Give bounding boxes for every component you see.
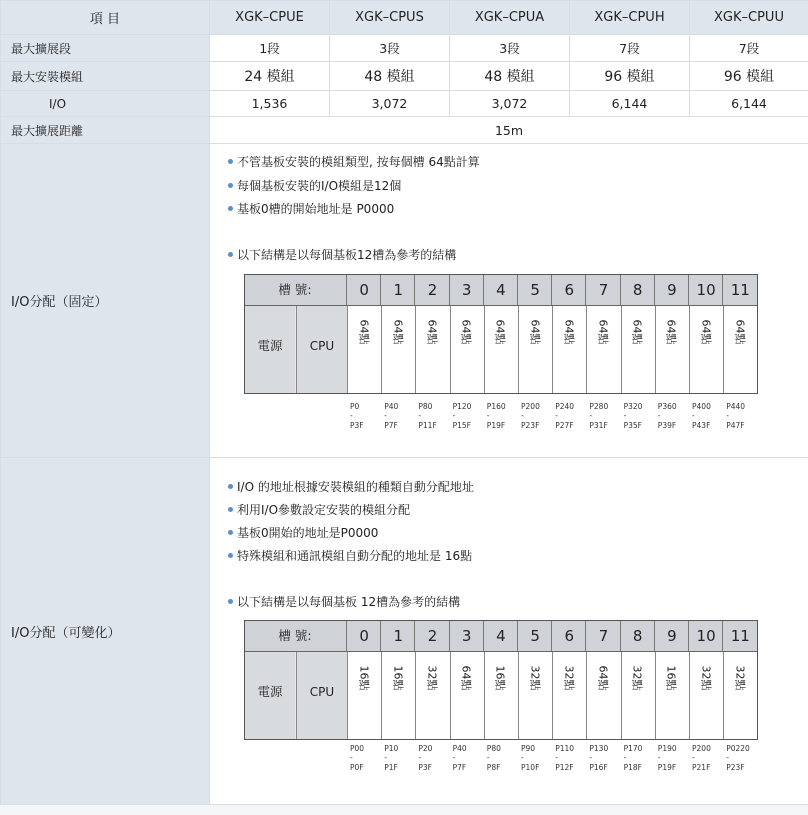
slot-header — [245, 621, 757, 652]
address-start: P20 — [418, 744, 433, 753]
slot-number: 3 — [461, 627, 472, 645]
address-dash: - — [657, 753, 661, 762]
slot-number: 6 — [564, 627, 575, 645]
address-start: P130 — [589, 744, 609, 753]
slot-points-text: 64點 — [459, 319, 473, 345]
slot-points-text: 32點 — [528, 665, 541, 691]
slot-number: 6 — [564, 281, 575, 299]
address-dash: - — [418, 411, 422, 420]
slot-points — [415, 319, 449, 345]
slot-points-text: 16點 — [391, 665, 405, 691]
slot-number: 0 — [359, 281, 369, 299]
address-end: P18F — [623, 763, 642, 772]
slot-points-text: 64點 — [493, 319, 507, 345]
address-dash: - — [384, 753, 387, 762]
slot-points — [655, 665, 689, 691]
address-end: P3F — [418, 763, 432, 772]
slot-points — [689, 665, 723, 691]
slot-number: 8 — [632, 281, 643, 299]
address-end: P43F — [692, 421, 711, 430]
address-end: P15F — [452, 421, 471, 430]
bullet-text: 利用I/O參數設定安裝的模組分配 — [237, 503, 411, 517]
slot-number: 2 — [427, 627, 438, 645]
address-start: P440 — [726, 402, 746, 411]
slot-number: 10 — [696, 627, 716, 645]
bullet-dot-icon — [228, 553, 233, 558]
row-label: 最大擴展距離 — [1, 117, 210, 144]
table-row — [1, 91, 808, 117]
address-dash: - — [452, 411, 456, 420]
address-end: P10F — [521, 763, 540, 772]
slot-points-text: 64點 — [596, 665, 610, 691]
slot-points — [586, 319, 620, 345]
row-value: 6,144 — [570, 91, 690, 117]
bullet-dot-icon — [228, 206, 233, 211]
row-label: 最大擴展段 — [1, 35, 210, 62]
row-value: 24 模組 — [210, 62, 330, 91]
slot-points — [518, 665, 552, 691]
row-value: 3,072 — [450, 91, 570, 117]
slot-points-text: 32點 — [630, 665, 644, 691]
slot-points — [723, 319, 757, 345]
address-dash: - — [384, 411, 387, 420]
slot-points-text: 64點 — [425, 319, 439, 345]
note-text: 以下結構是以每個基板12槽為參考的結構 — [237, 248, 457, 262]
address-start: P400 — [692, 402, 711, 411]
slot-number: 9 — [667, 281, 677, 299]
row-value: 1,536 — [210, 91, 330, 117]
address-end: P23F — [726, 763, 745, 772]
header-model: XGK–CPUA — [450, 1, 570, 35]
slot-points — [347, 319, 381, 345]
slot-points-text: 64點 — [357, 319, 370, 345]
table-row — [1, 35, 808, 62]
row-value: 7段 — [570, 35, 690, 62]
bullet-item — [228, 478, 474, 495]
variable-io-label: I/O分配（可變化） — [1, 458, 210, 805]
row-value: 3段 — [450, 35, 570, 62]
slot-points — [586, 665, 620, 691]
address-end: P7F — [384, 421, 398, 430]
fixed-io-block — [210, 144, 808, 458]
address-end: P23F — [521, 421, 540, 430]
bullet-text: 基板0開始的地址是P0000 — [237, 526, 379, 540]
slot-points-text: 32點 — [562, 665, 576, 691]
slot-points-text: 32點 — [425, 665, 439, 691]
address-dash: - — [452, 753, 456, 762]
address-end: P16F — [589, 763, 608, 772]
address-dash: - — [486, 411, 490, 420]
address-dash: - — [726, 411, 729, 420]
row-label: 最大安裝模組 — [1, 62, 210, 91]
address-start: P360 — [657, 402, 677, 411]
address-dash: - — [623, 411, 627, 420]
bullet-item — [228, 177, 401, 194]
slot-points — [655, 319, 689, 345]
fixed-io-row — [1, 144, 808, 458]
slot-number: 9 — [667, 627, 677, 645]
slot-number: 4 — [496, 281, 506, 299]
address-dash: - — [692, 753, 695, 762]
address-start: P160 — [486, 402, 506, 411]
row-value: 96 模組 — [570, 62, 690, 91]
slot-points — [621, 319, 655, 345]
bullet-item — [228, 501, 410, 518]
slot-number: 1 — [393, 281, 404, 299]
bullet-item — [228, 547, 472, 564]
slot-header — [245, 275, 757, 306]
slot-points — [347, 665, 381, 691]
slot-number: 3 — [461, 281, 472, 299]
slot-points — [484, 319, 518, 345]
slot-points-text: 64點 — [664, 319, 678, 345]
bullet-item — [228, 200, 394, 217]
slot-points — [381, 665, 415, 691]
bullet-dot-icon — [228, 484, 233, 489]
slot-points — [552, 665, 586, 691]
address-start: P200 — [521, 402, 540, 411]
address-end: P12F — [555, 763, 574, 772]
address-dash: - — [555, 411, 558, 420]
bullet-text: I/O 的地址根據安裝模組的種類自動分配地址 — [237, 480, 474, 494]
slot-points — [518, 319, 552, 345]
address-end: P11F — [418, 421, 437, 430]
address-start: P110 — [555, 744, 575, 753]
bullet-dot-icon — [228, 507, 233, 512]
slot-number: 5 — [530, 627, 540, 645]
address-dash: - — [350, 753, 353, 762]
row-value: 96 模組 — [690, 62, 808, 91]
bullet-text: 不管基板安裝的模組類型, 按每個槽 64點計算 — [237, 155, 480, 169]
note-item — [228, 246, 456, 263]
address-end: P0F — [350, 763, 364, 772]
slot-points-text: 64點 — [733, 319, 747, 345]
address-end: P19F — [486, 421, 506, 430]
slot-points — [450, 665, 484, 691]
address-dash: - — [486, 753, 490, 762]
bullet-dot-icon — [228, 159, 233, 164]
address-end: P39F — [657, 421, 677, 430]
address-dash: - — [623, 753, 627, 762]
slot-label: 槽 號: — [278, 628, 312, 643]
power-module: 電源 — [245, 652, 295, 739]
address-end: P19F — [657, 763, 677, 772]
slot-points-text: 32點 — [733, 665, 747, 691]
fixed-io-label: I/O分配（固定） — [1, 144, 210, 458]
address-start: P80 — [418, 402, 433, 411]
slot-number: 2 — [427, 281, 438, 299]
address-end: P3F — [350, 421, 364, 430]
slot-points-text: 64點 — [391, 319, 405, 345]
cpu-module: CPU — [296, 306, 347, 393]
address-start: P240 — [555, 402, 575, 411]
bullet-dot-icon — [228, 252, 233, 257]
address-start: P10 — [384, 744, 399, 753]
row-value: 15m — [210, 117, 808, 144]
address-start: P190 — [657, 744, 677, 753]
slot-points-text: 64點 — [630, 319, 644, 345]
slot-number: 11 — [730, 281, 750, 299]
slot-number: 4 — [496, 627, 506, 645]
header-model: XGK–CPUE — [210, 1, 330, 35]
address-end: P31F — [589, 421, 608, 430]
base-rack-diagram — [244, 274, 758, 394]
base-rack-diagram — [244, 620, 758, 740]
address-start: P0 — [350, 402, 360, 411]
slot-points-text: 64點 — [596, 319, 610, 345]
slot-number: 10 — [696, 281, 716, 299]
slot-points — [621, 665, 655, 691]
note-text: 以下結構是以每個基板 12槽為參考的結構 — [237, 595, 461, 609]
bullet-item — [228, 524, 378, 541]
address-end: P21F — [692, 763, 711, 772]
address-start: P200 — [692, 744, 711, 753]
slot-label: 槽 號: — [278, 282, 312, 297]
address-dash: - — [350, 411, 353, 420]
address-dash: - — [589, 753, 593, 762]
slot-number: 5 — [530, 281, 540, 299]
row-value: 48 模組 — [450, 62, 570, 91]
slot-points-text: 16點 — [493, 665, 507, 691]
slot-points — [484, 665, 518, 691]
address-end: P27F — [555, 421, 574, 430]
power-module: 電源 — [245, 306, 295, 393]
address-dash: - — [521, 753, 524, 762]
bullet-text: 每個基板安裝的I/O模組是12個 — [237, 179, 402, 193]
bullet-dot-icon — [228, 530, 233, 535]
slot-number: 1 — [393, 627, 404, 645]
address-start: P40 — [452, 744, 467, 753]
address-start: P120 — [452, 402, 472, 411]
address-dash: - — [555, 753, 558, 762]
rack-body — [245, 652, 757, 739]
bullet-dot-icon — [228, 599, 233, 604]
slot-points — [689, 319, 723, 345]
header-model: XGK–CPUU — [690, 1, 808, 35]
variable-io-block — [210, 458, 808, 805]
header-model: XGK–CPUS — [330, 1, 450, 35]
address-start: P0220 — [726, 744, 750, 753]
address-end: P47F — [726, 421, 745, 430]
header-item: 項 目 — [1, 1, 210, 35]
address-dash: - — [692, 411, 695, 420]
slot-points-text: 64點 — [562, 319, 576, 345]
address-dash: - — [521, 411, 524, 420]
slot-points — [450, 319, 484, 345]
slot-points-text: 16點 — [664, 665, 678, 691]
address-end: P8F — [486, 763, 501, 772]
slot-number: 7 — [598, 627, 609, 645]
address-end: P35F — [623, 421, 642, 430]
slot-points — [381, 319, 415, 345]
slot-number: 8 — [632, 627, 643, 645]
slot-points-text: 16點 — [357, 665, 370, 691]
address-start: P80 — [486, 744, 501, 753]
bullet-item — [228, 153, 480, 170]
slot-points-text: 64點 — [528, 319, 541, 345]
note-item — [228, 593, 460, 610]
row-value: 48 模組 — [330, 62, 450, 91]
bullet-dot-icon — [228, 183, 233, 188]
table-row — [1, 62, 808, 91]
row-value: 6,144 — [690, 91, 808, 117]
slot-number: 11 — [730, 627, 750, 645]
address-start: P00 — [350, 744, 365, 753]
rack-body — [245, 306, 757, 393]
slot-points — [723, 665, 757, 691]
bullet-text: 基板0槽的開始地址是 P0000 — [237, 202, 395, 216]
slot-points-text: 32點 — [699, 665, 712, 691]
address-start: P280 — [589, 402, 609, 411]
address-start: P40 — [384, 402, 399, 411]
row-value: 3,072 — [330, 91, 450, 117]
header-model: XGK–CPUH — [570, 1, 690, 35]
slot-number: 7 — [598, 281, 609, 299]
address-start: P90 — [521, 744, 536, 753]
address-end: P1F — [384, 763, 398, 772]
table-row — [1, 117, 808, 144]
slot-points — [415, 665, 449, 691]
address-dash: - — [657, 411, 661, 420]
row-value: 7段 — [690, 35, 808, 62]
row-value: 1段 — [210, 35, 330, 62]
variable-io-row — [1, 458, 808, 805]
row-label: I/O — [1, 91, 210, 117]
address-dash: - — [589, 411, 593, 420]
slot-number: 0 — [359, 627, 369, 645]
bullet-text: 特殊模組和通訊模組自動分配的地址是 16點 — [237, 549, 473, 563]
address-dash: - — [726, 753, 729, 762]
slot-points — [552, 319, 586, 345]
address-start: P320 — [623, 402, 643, 411]
slot-points-text: 64點 — [459, 665, 473, 691]
header-row — [1, 1, 808, 35]
cpu-module: CPU — [296, 652, 347, 739]
address-start: P170 — [623, 744, 643, 753]
address-dash: - — [418, 753, 422, 762]
slot-points-text: 64點 — [699, 319, 712, 345]
address-end: P7F — [452, 763, 467, 772]
row-value: 3段 — [330, 35, 450, 62]
